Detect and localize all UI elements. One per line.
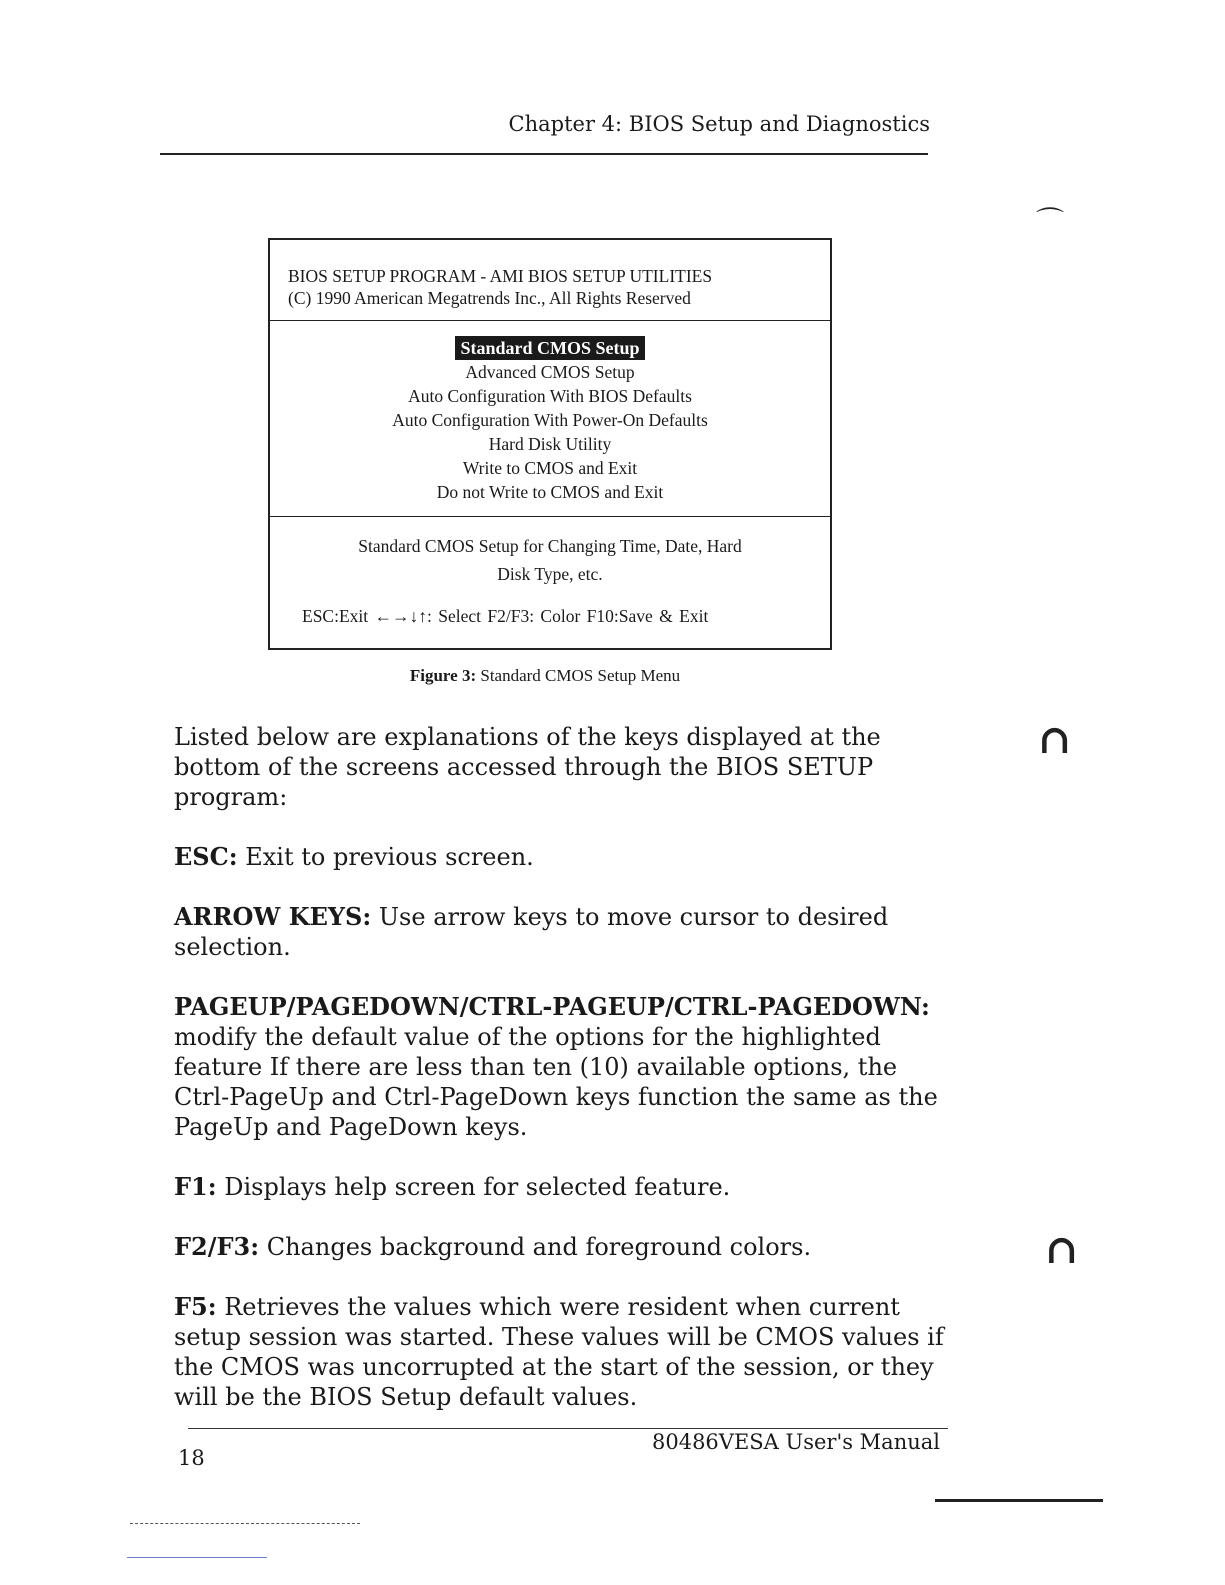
page-number: 18 xyxy=(178,1446,205,1470)
key-description: Use arrow keys to move cursor to desired selection. xyxy=(174,903,889,961)
binder-hole-mark-icon: ∩ xyxy=(1045,1226,1079,1273)
menu-item-do-not-write-cmos-exit[interactable]: Do not Write to CMOS and Exit xyxy=(436,482,664,502)
scan-artifact-line xyxy=(130,1523,360,1524)
binder-hole-mark-icon: ⌒ xyxy=(1036,205,1065,238)
key-description: modify the default value of the options for the highlighted feature If there are less than ten (10) available options, the Ctrl-PageUp and Ctrl-PageDown keys function the same as the PageUp and PageDown keys. xyxy=(174,1023,938,1141)
bios-description xyxy=(270,532,830,588)
figure-caption xyxy=(160,666,930,686)
key-description: Retrieves the values which were resident when current setup session was started. These values will be CMOS values if the CMOS was uncorrupted at the start of the session, or they will be the BIOS Setup default values. xyxy=(174,1293,944,1411)
figure-title: Standard CMOS Setup Menu xyxy=(480,666,681,685)
chapter-header: Chapter 4: BIOS Setup and Diagnostics xyxy=(508,112,930,136)
key-label: PAGEUP/PAGEDOWN/CTRL-PAGEUP/CTRL-PAGEDOWN: xyxy=(174,992,930,1021)
menu-item-hard-disk-utility[interactable]: Hard Disk Utility xyxy=(488,434,612,454)
bios-divider-bottom xyxy=(270,516,830,517)
bios-title: BIOS SETUP PROGRAM - AMI BIOS SETUP UTILITIES xyxy=(288,266,713,286)
key-label: ESC: xyxy=(174,842,238,871)
body-text xyxy=(174,722,954,1442)
menu-item-write-cmos-exit[interactable]: Write to CMOS and Exit xyxy=(462,458,638,478)
key-arrow xyxy=(174,902,954,962)
key-f5 xyxy=(174,1292,954,1412)
key-page xyxy=(174,992,954,1142)
bios-menu xyxy=(270,336,830,504)
footer-rule xyxy=(188,1428,948,1429)
figure-label: Figure 3: xyxy=(409,666,477,685)
key-label: ARROW KEYS: xyxy=(174,902,372,931)
menu-item-auto-config-bios-defaults[interactable]: Auto Configuration With BIOS Defaults xyxy=(408,386,692,406)
key-description: Displays help screen for selected feature. xyxy=(216,1173,731,1201)
bios-divider-top xyxy=(270,320,830,321)
key-label: F1: xyxy=(174,1172,217,1201)
key-esc xyxy=(174,842,954,872)
menu-item-advanced-cmos-setup[interactable]: Advanced CMOS Setup xyxy=(465,362,635,382)
menu-item-auto-config-power-on-defaults[interactable]: Auto Configuration With Power-On Defaults xyxy=(392,410,708,430)
bios-description-line2: Disk Type, etc. xyxy=(497,564,603,584)
key-f1 xyxy=(174,1172,954,1202)
bios-key-legend: ESC:Exit ←→↓↑: Select F2/F3: Color F10:Save & Exit xyxy=(302,606,709,626)
key-label: F5: xyxy=(174,1292,217,1321)
scan-artifact-line xyxy=(935,1499,1103,1502)
intro-paragraph: Listed below are explanations of the keys displayed at the bottom of the screens accessed through the BIOS SETUP program: xyxy=(174,723,881,811)
key-label: F2/F3: xyxy=(174,1232,260,1261)
key-description: Changes background and foreground colors. xyxy=(259,1233,812,1261)
scan-artifact-line xyxy=(127,1557,267,1558)
key-f2f3 xyxy=(174,1232,954,1262)
menu-item-standard-cmos-setup[interactable]: Standard CMOS Setup xyxy=(455,336,644,360)
bios-description-line1: Standard CMOS Setup for Changing Time, Date, Hard xyxy=(358,536,742,556)
key-description: Exit to previous screen. xyxy=(237,843,534,871)
bios-setup-screen xyxy=(268,238,832,650)
bios-copyright: (C) 1990 American Megatrends Inc., All Rights Reserved xyxy=(288,288,691,308)
manual-title: 80486VESA User's Manual xyxy=(651,1430,940,1454)
binder-hole-mark-icon: ∩ xyxy=(1038,716,1072,763)
header-rule xyxy=(160,153,928,155)
